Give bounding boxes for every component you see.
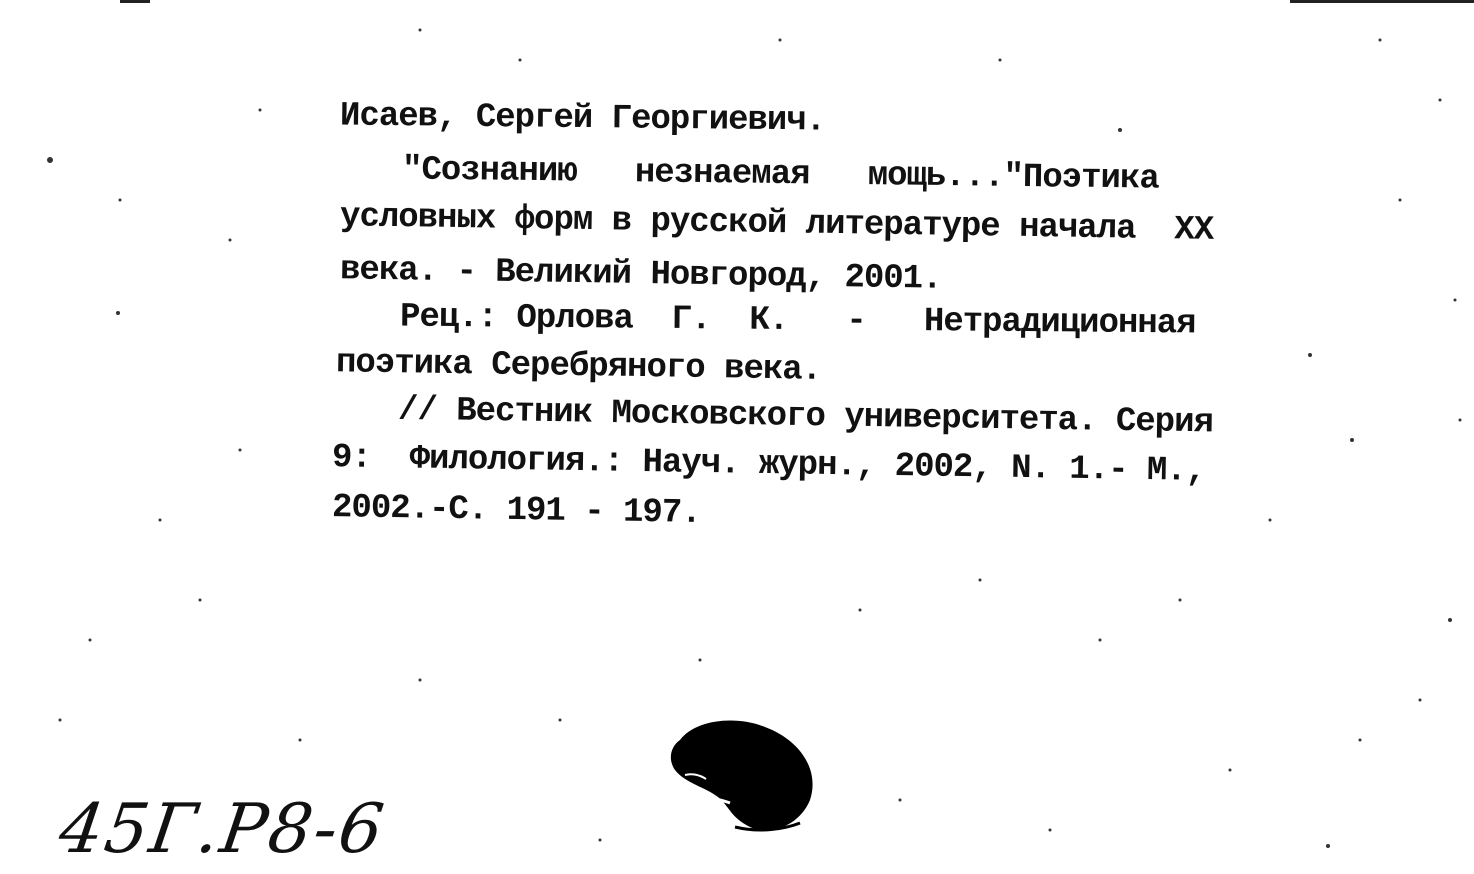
ink-blot xyxy=(660,715,830,845)
review-line-1: Рец.: Орлова Г. К. - Нетрадиционная xyxy=(399,298,1196,344)
top-edge-line-right xyxy=(1290,0,1474,3)
title-line-1: "Сознанию незнаемая мощь..."Поэтика xyxy=(401,151,1159,199)
handwritten-shelfmark: 45Г.Р8-6 xyxy=(54,790,390,869)
review-line-2: поэтика Серебряного века. xyxy=(335,344,822,390)
author-line: Исаев, Сергей Георгиевич. xyxy=(339,97,826,141)
source-line-3: 2002.-С. 191 - 197. xyxy=(331,489,701,533)
source-line-2: 9: Филология.: Науч. журн., 2002, N. 1.- М., xyxy=(331,439,1206,491)
title-line-3: века. - Великий Новгород, 2001. xyxy=(339,251,942,299)
source-line-1: // Вестник Московского университета. Серия xyxy=(397,391,1214,443)
top-edge-line-left xyxy=(120,0,150,3)
title-line-2: условных форм в русской литературе начала XX xyxy=(339,198,1214,250)
